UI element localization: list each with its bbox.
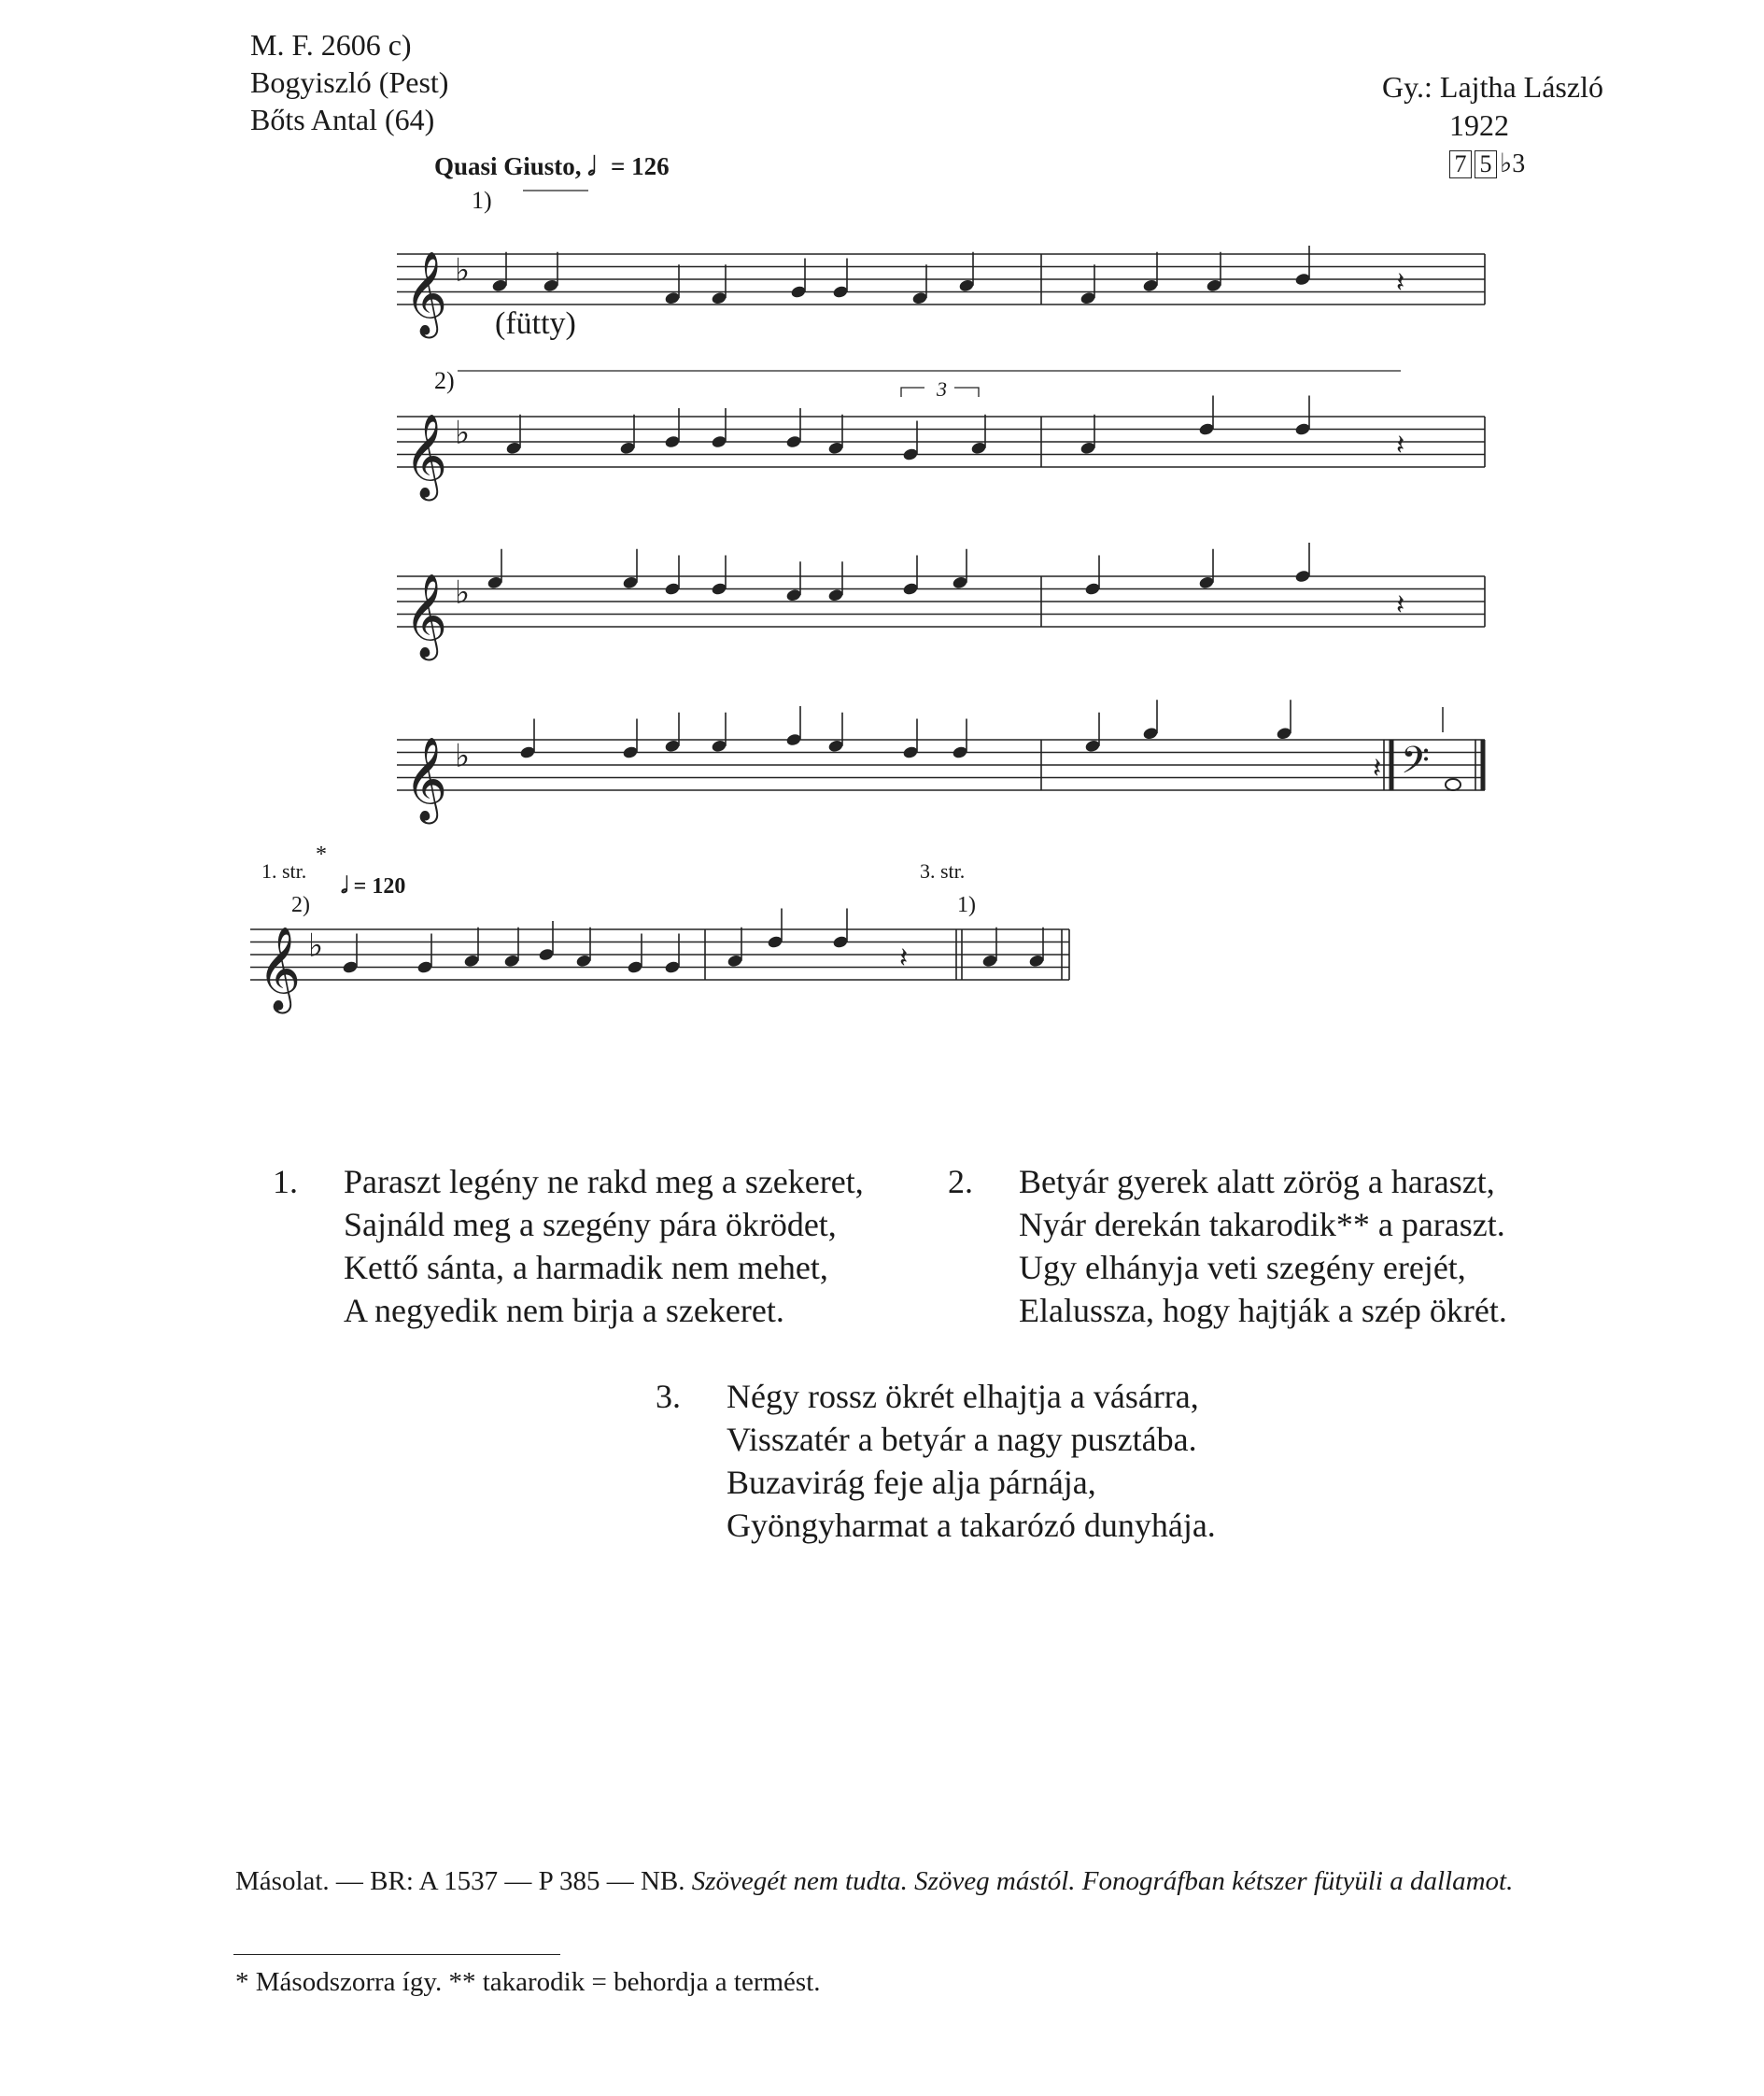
variant-strophe-3: 3. str. [920, 859, 966, 883]
source-note [235, 1864, 1636, 1898]
treble-clef-icon: 𝄞 [404, 737, 448, 821]
flat-icon: ♭ [455, 737, 471, 775]
triplet-number: 3 [937, 377, 947, 401]
marker-2: 2) [434, 367, 455, 394]
treble-clef-icon: 𝄞 [258, 927, 302, 1011]
verse-line: A negyedik nem birja a szekeret. [344, 1292, 784, 1329]
flat-icon: ♭ [308, 927, 324, 965]
bass-clef-icon: 𝄢 [1401, 739, 1430, 792]
flat-icon: ♭ [455, 574, 471, 612]
verse-1 [273, 1160, 945, 1338]
code-box-2: 5 [1475, 150, 1497, 178]
variant-tempo-value: = 120 [353, 874, 406, 899]
verse-line: Négy rossz ökrét elhajtja a vásárra, [727, 1378, 1199, 1415]
variant-marker-2: 2) [291, 893, 310, 917]
verse-line: Betyár gyerek alatt zörög a haraszt, [1019, 1163, 1495, 1200]
variant-asterisk: * [316, 843, 327, 867]
verse-line: Gyöngyharmat a takarózó dunyhája. [727, 1507, 1216, 1544]
verse-line: Sajnáld meg a szegény pára ökrödet, [344, 1206, 837, 1243]
verse-3 [656, 1375, 1328, 1552]
half-note-icon: 𝅗𝅥 [587, 152, 596, 180]
collection-place: Bogyiszló (Pest) [250, 65, 449, 99]
quarter-rest-icon: 𝄽 [1396, 266, 1405, 300]
catalog-number: M. F. 2606 c) [250, 28, 412, 62]
verse-line: Nyár derekán takarodik** a paraszt. [1019, 1206, 1505, 1243]
verse-number: 2. [948, 1163, 973, 1200]
singer-name: Bőts Antal (64) [250, 103, 435, 136]
tempo-value: = 126 [611, 152, 670, 180]
quarter-rest-icon: 𝄽 [1396, 429, 1405, 462]
verse-2 [948, 1160, 1602, 1338]
marker-1: 1) [472, 187, 492, 214]
verse-number: 1. [273, 1163, 298, 1200]
treble-clef-icon: 𝄞 [404, 414, 448, 498]
verse-line: Kettő sánta, a harmadik nem mehet, [344, 1249, 828, 1286]
whistle-annotation: (fütty) [495, 306, 576, 341]
variant-strophe-1: 1. str. [261, 859, 307, 883]
treble-clef-icon: 𝄞 [404, 574, 448, 658]
verse-line: Visszatér a betyár a nagy pusztába. [727, 1421, 1197, 1458]
verse-line: Elalussza, hogy hajtják a szép ökrét. [1019, 1292, 1507, 1329]
collector-name: Gy.: Lajtha László [1382, 70, 1603, 104]
source-remark: Szövegét nem tudta. Szöveg mástól. Fonográfban kétszer fütyüli a dallamot. [691, 1866, 1514, 1896]
triplet-bracket [954, 388, 979, 397]
code-box-1: 7 [1449, 150, 1472, 178]
footnote-divider [233, 1954, 560, 1955]
collection-year: 1922 [1449, 108, 1509, 142]
verse-line: Ugy elhányja veti szegény erejét, [1019, 1249, 1466, 1286]
quarter-rest-icon: 𝄽 [1396, 588, 1405, 622]
half-note-icon: 𝅗𝅥 [341, 874, 348, 899]
verse-line: Paraszt legény ne rakd meg a szekeret, [344, 1163, 864, 1200]
verse-number: 3. [656, 1378, 681, 1415]
flat-icon: ♭ [455, 251, 471, 290]
whole-note [1446, 779, 1461, 790]
tempo-text: Quasi Giusto, [434, 152, 582, 180]
triplet-bracket [901, 388, 924, 397]
code-tail: ♭3 [1500, 149, 1526, 178]
flat-icon: ♭ [455, 414, 471, 452]
verse-line: Buzavirág feje alja párnája, [727, 1464, 1096, 1501]
footnote: * Másodszorra így. ** takarodik = behordja a termést. [235, 1967, 821, 1997]
source-reference: Másolat. — BR: A 1537 — P 385 — NB. [235, 1866, 685, 1896]
treble-clef-icon: 𝄞 [404, 251, 448, 335]
quarter-rest-icon: 𝄽 [1373, 752, 1382, 786]
variant-marker-1: 1) [957, 893, 976, 917]
quarter-rest-icon: 𝄽 [899, 942, 909, 975]
variant-tempo [341, 874, 405, 899]
